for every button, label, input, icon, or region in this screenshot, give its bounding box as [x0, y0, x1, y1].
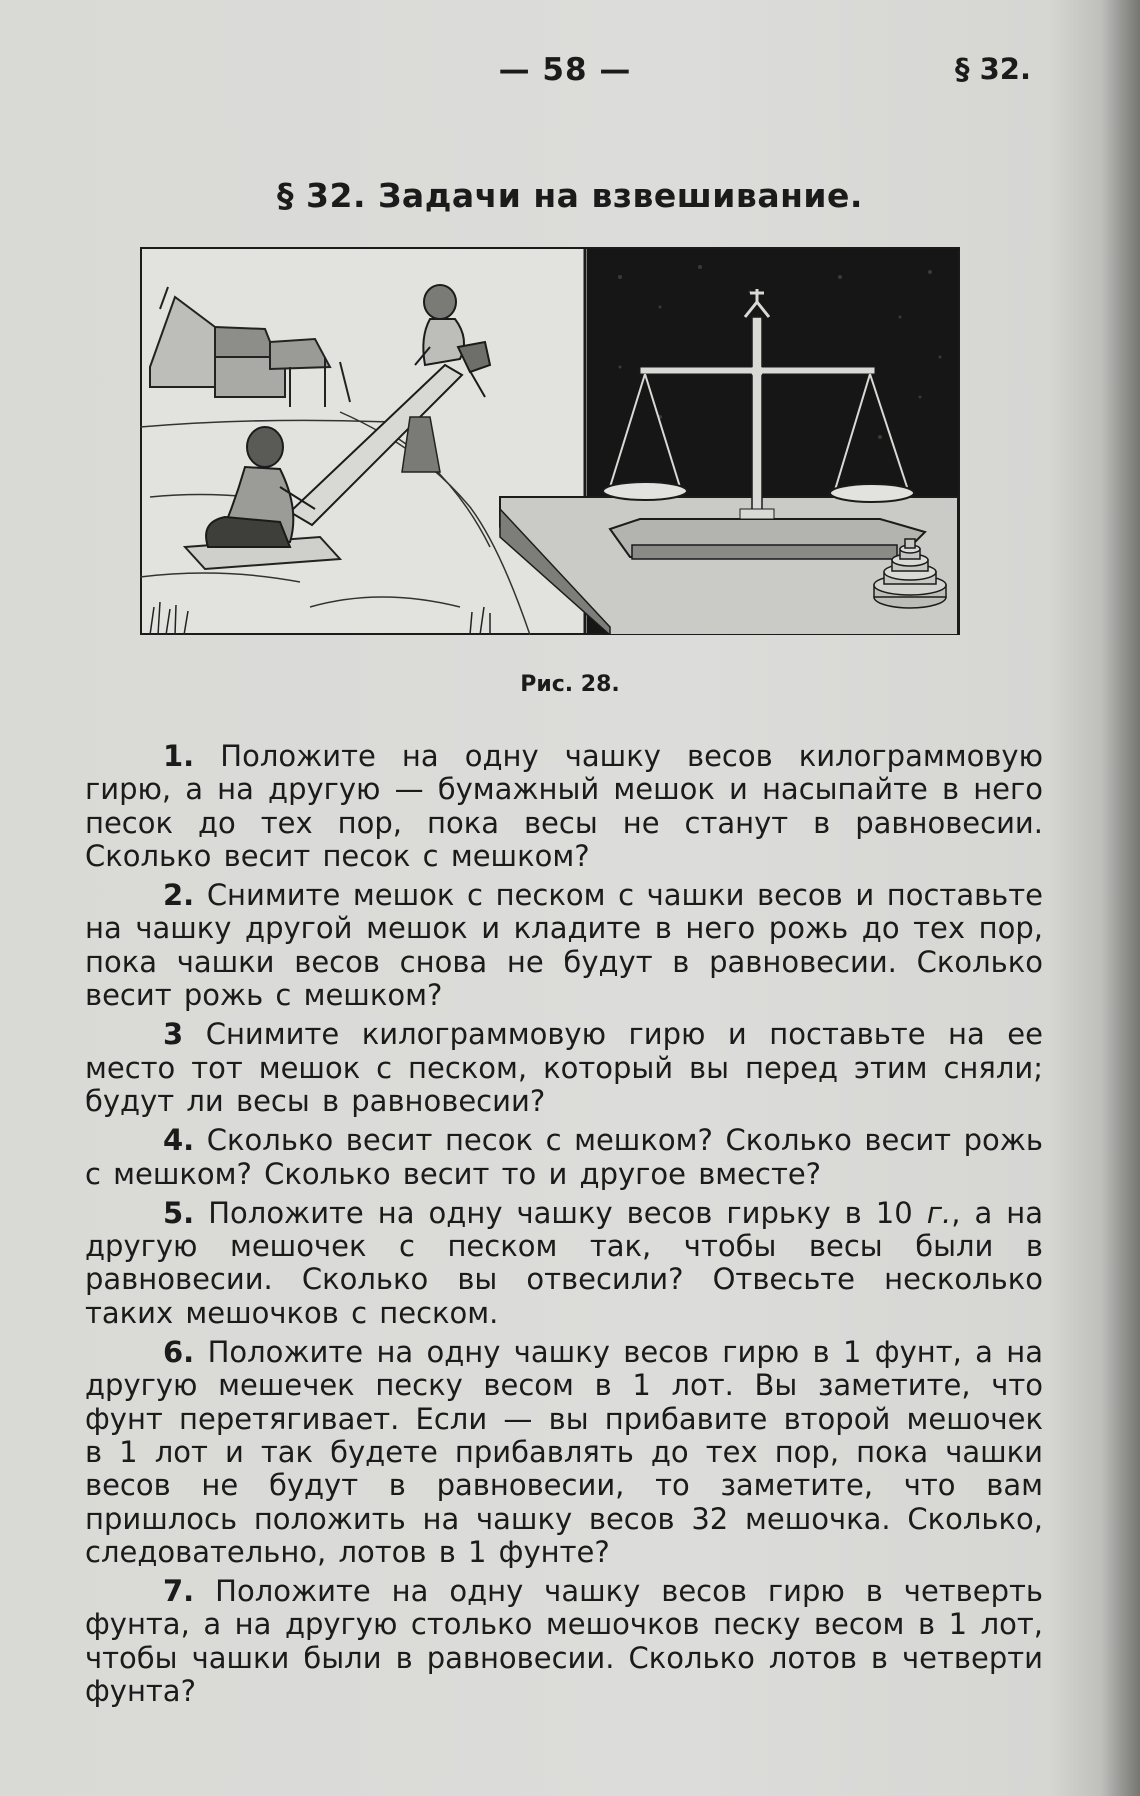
problem-item: [85, 879, 1043, 1012]
page-header: [0, 52, 1140, 102]
figure-illustration: [140, 247, 960, 635]
problem-text: Положите на одну чашку весов гирю в 1 фунт, а на другую мешечек песку весом в 1 лот. Вы заметите, что фунт перетягивает. Если — вы прибавите второй мешочек в 1 лот и так будете прибавлять до тех пор, пока чашки весов не будут в равновесии, то заметите, что вам пришлось положить на чашку весов 32 мешочка. Сколько, следовательно, лотов в 1 фунте?: [85, 1335, 1043, 1569]
problem-text: Положите на одну чашку весов гирю в четверть фунта, а на другую столько мешочков песку весом в 1 лот, чтобы чашки были в равновесии. Сколько лотов в четверти фунта?: [85, 1574, 1043, 1709]
problem-text-continued: , а на другую мешочек с песком так, чтобы весы были в равновесии. Сколько вы отвесили? Отвесьте несколько таких мешочков с песком.: [85, 1195, 1043, 1330]
problem-unit: г.: [926, 1195, 952, 1230]
problem-number: 5.: [163, 1195, 195, 1230]
problem-item: [85, 1124, 1043, 1191]
problem-number: 4.: [163, 1123, 195, 1158]
problem-item: [85, 1197, 1043, 1330]
problem-item: [85, 1336, 1043, 1569]
figure-caption: Рис. 28.: [520, 672, 620, 697]
page-number: — 58 —: [498, 52, 632, 88]
problem-text: Снимите килограммовую гирю и поставьте на ее место тот мешок с песком, который вы перед этим сняли; будут ли весы в равновесии?: [85, 1017, 1043, 1118]
problem-text: Сколько весит песок с мешком? Сколько весит рожь с мешком? Сколько весит то и другое вместе?: [85, 1123, 1044, 1191]
problem-number: 2.: [163, 878, 195, 913]
problem-number: 3: [163, 1017, 184, 1052]
problem-text: Положите на одну чашку весов килограммовую гирю, а на другую — бумажный мешок и насыпайте в него песок до тех пор, пока весы не станут в равновесии. Сколько весит песок с мешком?: [85, 739, 1043, 873]
problem-text: Снимите мешок с песком с чашки весов и поставьте на чашку другой мешок и кладите в него рожь до тех пор, пока чашки весов снова не будут в равновесии. Сколько весит рожь с мешком?: [85, 878, 1044, 1013]
section-reference: § 32.: [955, 52, 1031, 86]
problem-text: Положите на одну чашку весов гирьку в 10: [208, 1195, 913, 1230]
right-scale-pan: [830, 484, 914, 502]
problem-item: [85, 1575, 1043, 1708]
problem-item: [85, 740, 1043, 873]
left-scale-pan: [603, 482, 687, 500]
section-title: § 32. Задачи на взвешивание.: [277, 176, 863, 215]
problem-number: 1.: [163, 739, 195, 773]
problem-number: 6.: [163, 1335, 195, 1370]
problem-list: [85, 740, 1043, 1714]
problem-number: 7.: [163, 1574, 195, 1609]
problem-item: [85, 1018, 1043, 1118]
